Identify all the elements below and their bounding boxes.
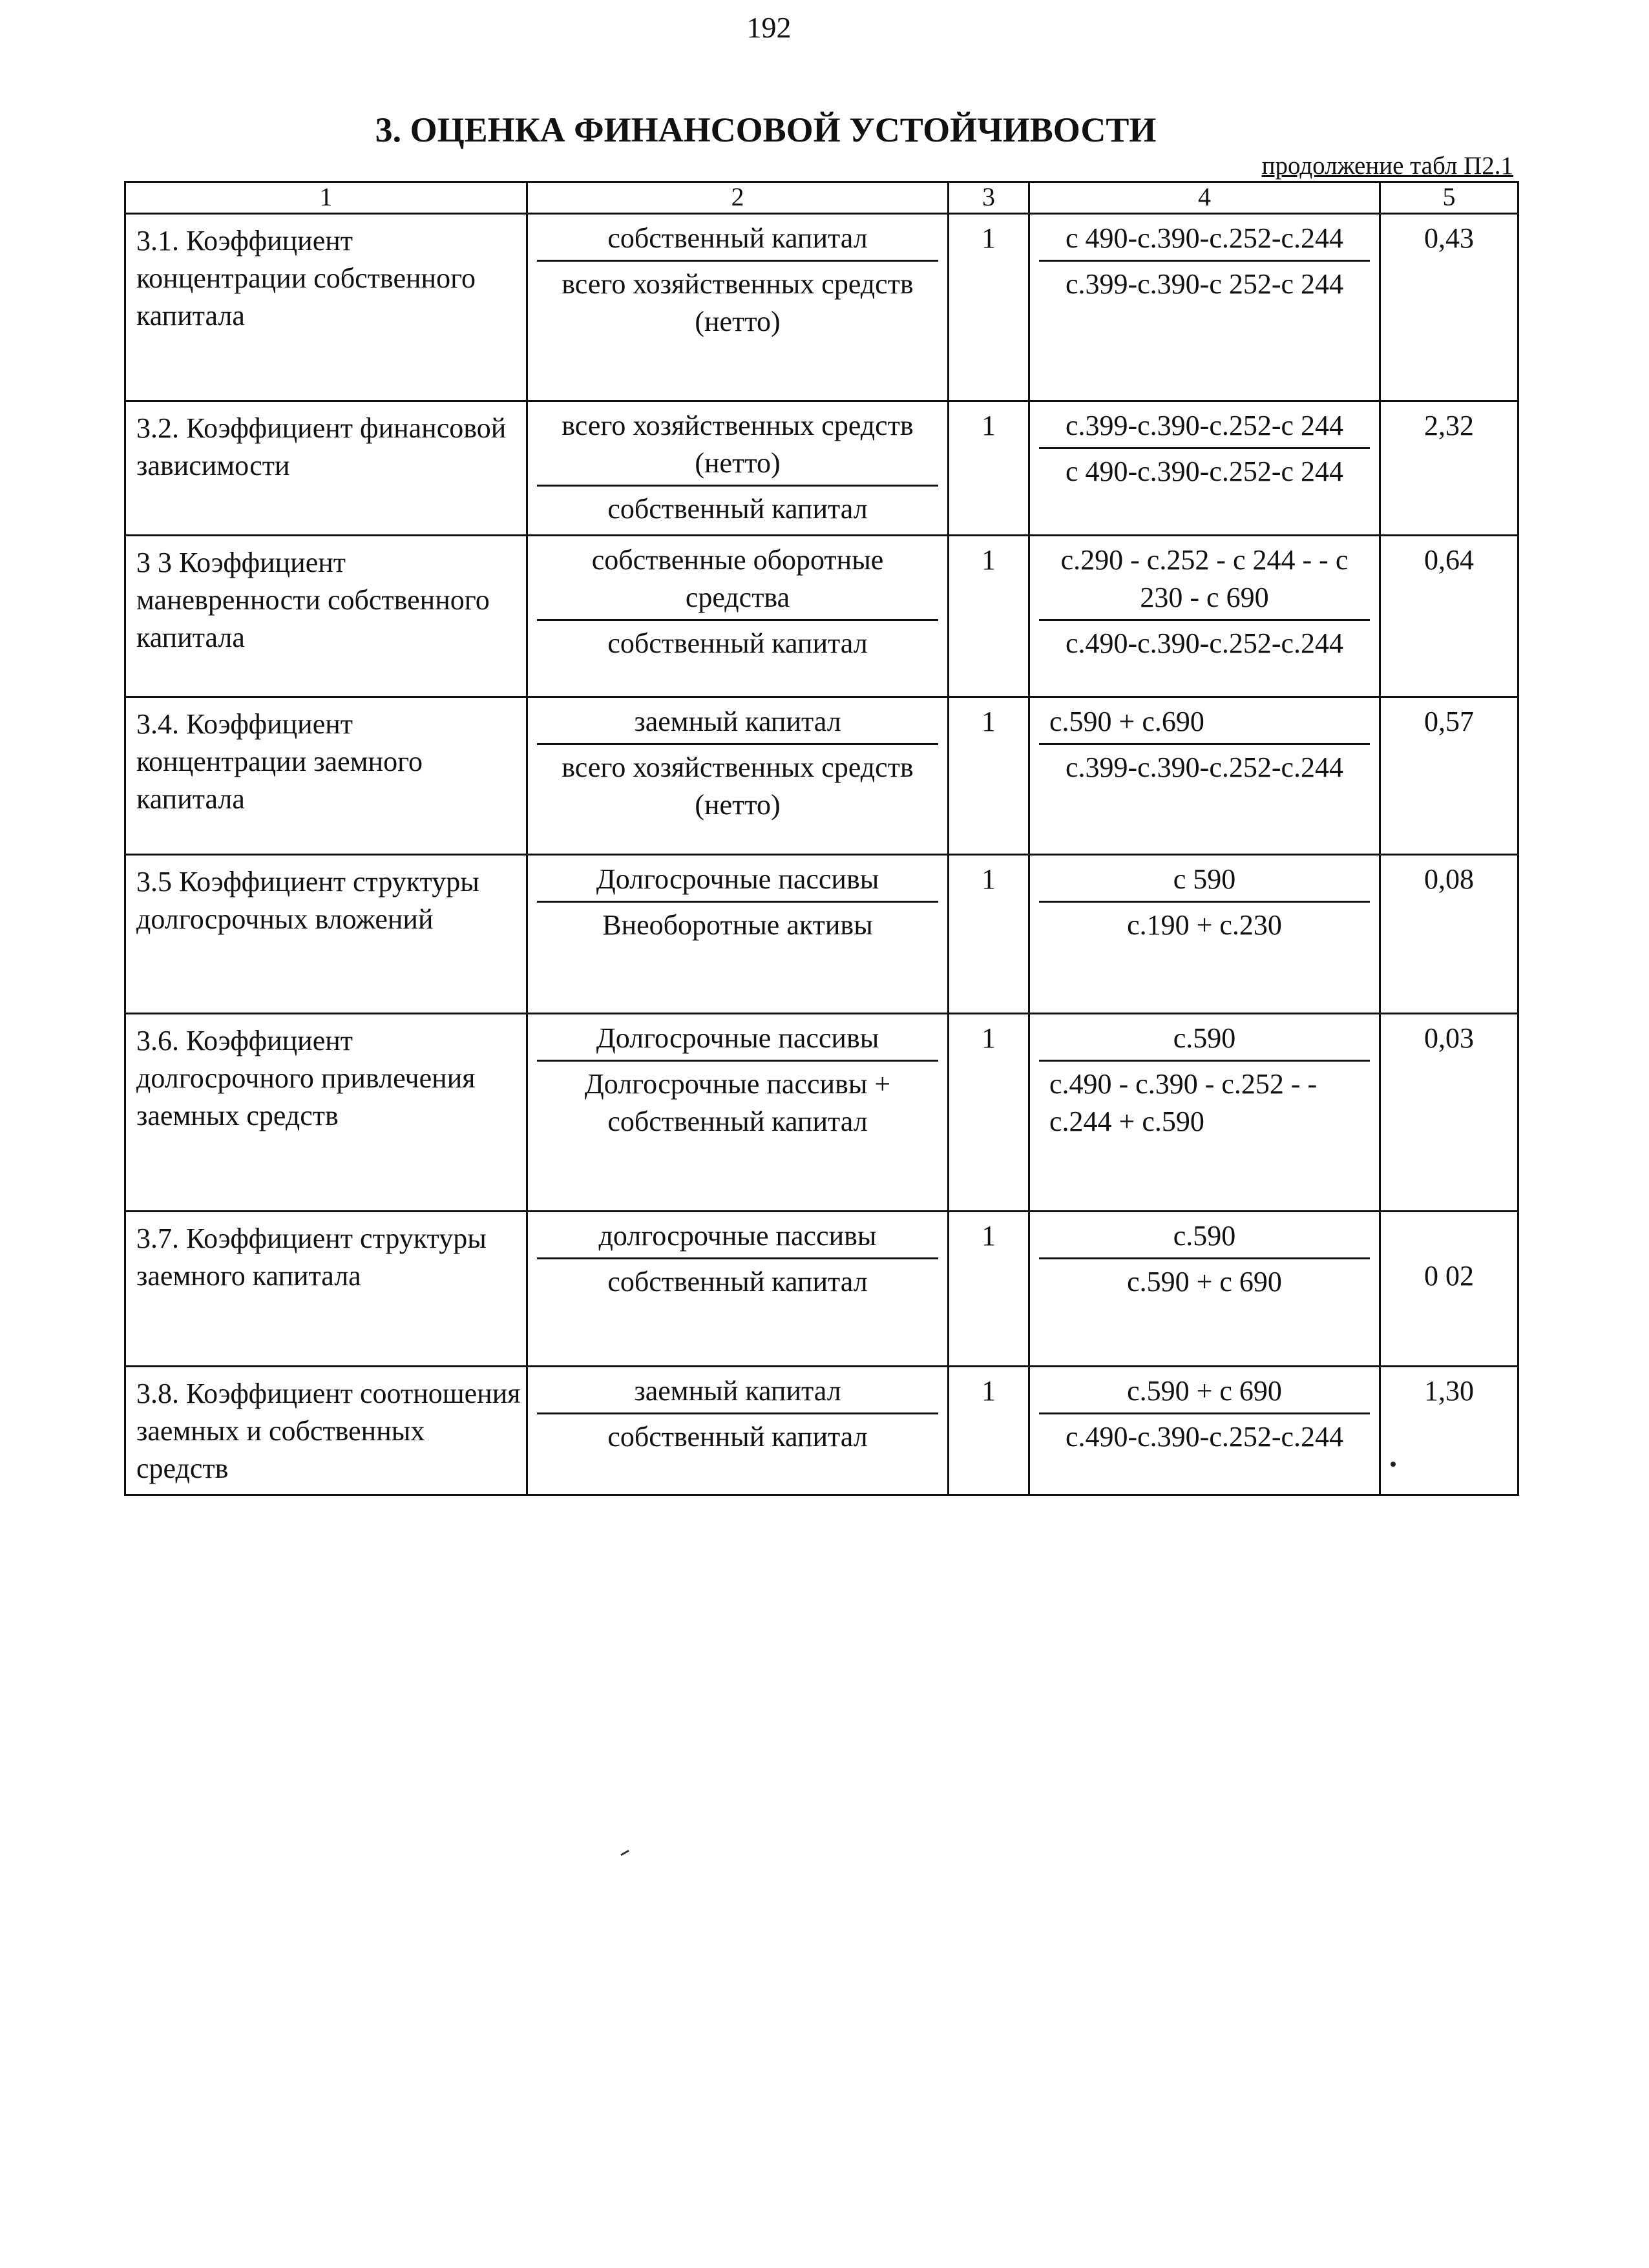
formula-numerator: с.590 + с.690 [1039,703,1370,745]
indicator-name: 3.5 Коэффициент структуры долгосрочных вложений [125,855,527,1014]
ratio-numerator: заемный капитал [537,703,938,745]
ratio-denominator: собственный капитал [607,1421,868,1453]
column-3-value: 1 [949,1212,1029,1367]
column-3-value: 1 [949,1367,1029,1495]
table-row [125,1367,1518,1495]
ratio-numerator: всего хозяйственных средств (нетто) [537,407,938,487]
formula [1029,1367,1380,1495]
formula [1029,1014,1380,1212]
ratio-definition [527,401,949,536]
column-3-value: 1 [949,697,1029,855]
table-row [125,401,1518,536]
formula-numerator: с.399-с.390-с.252-с 244 [1039,407,1370,449]
ratio-definition [527,1014,949,1212]
header-cell: 2 [527,182,949,214]
formula [1029,697,1380,855]
ratio-value: 0,64 [1380,536,1518,697]
column-3-value: 1 [949,1014,1029,1212]
ratio-value: 0,43 [1380,214,1518,401]
formula-denominator: с.490 - с.390 - с.252 - - с.244 + с.590 [1049,1068,1318,1137]
formula [1029,855,1380,1014]
formula-numerator: с 590 [1039,861,1370,903]
formula [1029,401,1380,536]
formula [1029,1212,1380,1367]
ratio-value: 1,30 [1380,1367,1518,1495]
table-row [125,1212,1518,1367]
formula-denominator: с.399-с.390-с.252-с.244 [1065,751,1344,783]
table-row [125,1014,1518,1212]
formula-numerator: с.590 + с 690 [1039,1372,1370,1414]
formula-denominator: с.190 + с.230 [1127,909,1282,941]
ratio-denominator: всего хозяйственных средств (нетто) [562,751,914,821]
column-3-value: 1 [949,401,1029,536]
formula-denominator: с.490-с.390-с.252-с.244 [1065,1421,1344,1453]
ratio-definition [527,697,949,855]
ratio-definition [527,536,949,697]
ratio-denominator: Внеоборотные активы [602,909,873,941]
formula-denominator: с.399-с.390-с 252-с 244 [1065,268,1344,300]
table-continuation-note: продолжение табл П2.1 [1261,152,1513,180]
ratio-value-text: 0 02 [1424,1260,1474,1292]
ratio-definition [527,855,949,1014]
ratio-value: 2,32 [1380,401,1518,536]
indicator-name: 3.7. Коэффициент структуры заемного капитала [125,1212,527,1367]
ratio-numerator: собственный капитал [537,220,938,262]
header-cell: 5 [1380,182,1518,214]
ratio-numerator: долгосрочные пассивы [537,1217,938,1259]
ratio-definition [527,1367,949,1495]
formula-numerator: с 490-с.390-с.252-с.244 [1039,220,1370,262]
column-3-value: 1 [949,536,1029,697]
ratio-numerator: Долгосрочные пассивы [537,1020,938,1062]
financial-stability-table [124,181,1519,1496]
column-3-value: 1 [949,855,1029,1014]
formula-denominator: с.490-с.390-с.252-с.244 [1065,627,1344,659]
formula-denominator: с.590 + с 690 [1127,1266,1282,1297]
scan-tick [620,1850,629,1856]
indicator-name: 3.1. Коэффициент концентрации собственного капитала [125,214,527,401]
ratio-value: 0,57 [1380,697,1518,855]
ratio-value: 0,08 [1380,855,1518,1014]
page-number: 192 [746,11,792,44]
indicator-name: 3 3 Коэффициент маневренности собственного капитала [125,536,527,697]
formula-denominator: с 490-с.390-с.252-с 244 [1065,456,1344,487]
indicator-name: 3.6. Коэффициент долгосрочного привлечения заемных средств [125,1014,527,1212]
column-3-value: 1 [949,214,1029,401]
table-row [125,536,1518,697]
header-cell: 3 [949,182,1029,214]
scan-speck [1391,1462,1396,1467]
ratio-value [1380,1212,1518,1367]
formula [1029,214,1380,401]
header-cell: 1 [125,182,527,214]
ratio-numerator: заемный капитал [537,1372,938,1414]
formula-numerator: с.290 - с.252 - с 244 - - с 230 - с 690 [1039,541,1370,621]
formula-numerator: с.590 [1039,1020,1370,1062]
table-row [125,214,1518,401]
table-row [125,697,1518,855]
ratio-denominator: собственный капитал [607,627,868,659]
ratio-denominator: собственный капитал [607,493,868,525]
indicator-name: 3.8. Коэффициент соотношения заемных и собственных средств [125,1367,527,1495]
header-row [125,182,1518,214]
ratio-definition [527,214,949,401]
table-row [125,855,1518,1014]
header-cell: 4 [1029,182,1380,214]
section-title: 3. ОЦЕНКА ФИНАНСОВОЙ УСТОЙЧИВОСТИ [375,110,1157,149]
ratio-numerator: собственные оборотные средства [537,541,938,621]
ratio-value: 0,03 [1380,1014,1518,1212]
ratio-definition [527,1212,949,1367]
indicator-name: 3.2. Коэффициент финансовой зависимости [125,401,527,536]
ratio-denominator: Долгосрочные пассивы + собственный капитал [584,1068,891,1137]
indicator-name: 3.4. Коэффициент концентрации заемного капитала [125,697,527,855]
formula [1029,536,1380,697]
ratio-numerator: Долгосрочные пассивы [537,861,938,903]
ratio-denominator: собственный капитал [607,1266,868,1297]
ratio-denominator: всего хозяйственных средств (нетто) [562,268,914,337]
formula-numerator: с.590 [1039,1217,1370,1259]
